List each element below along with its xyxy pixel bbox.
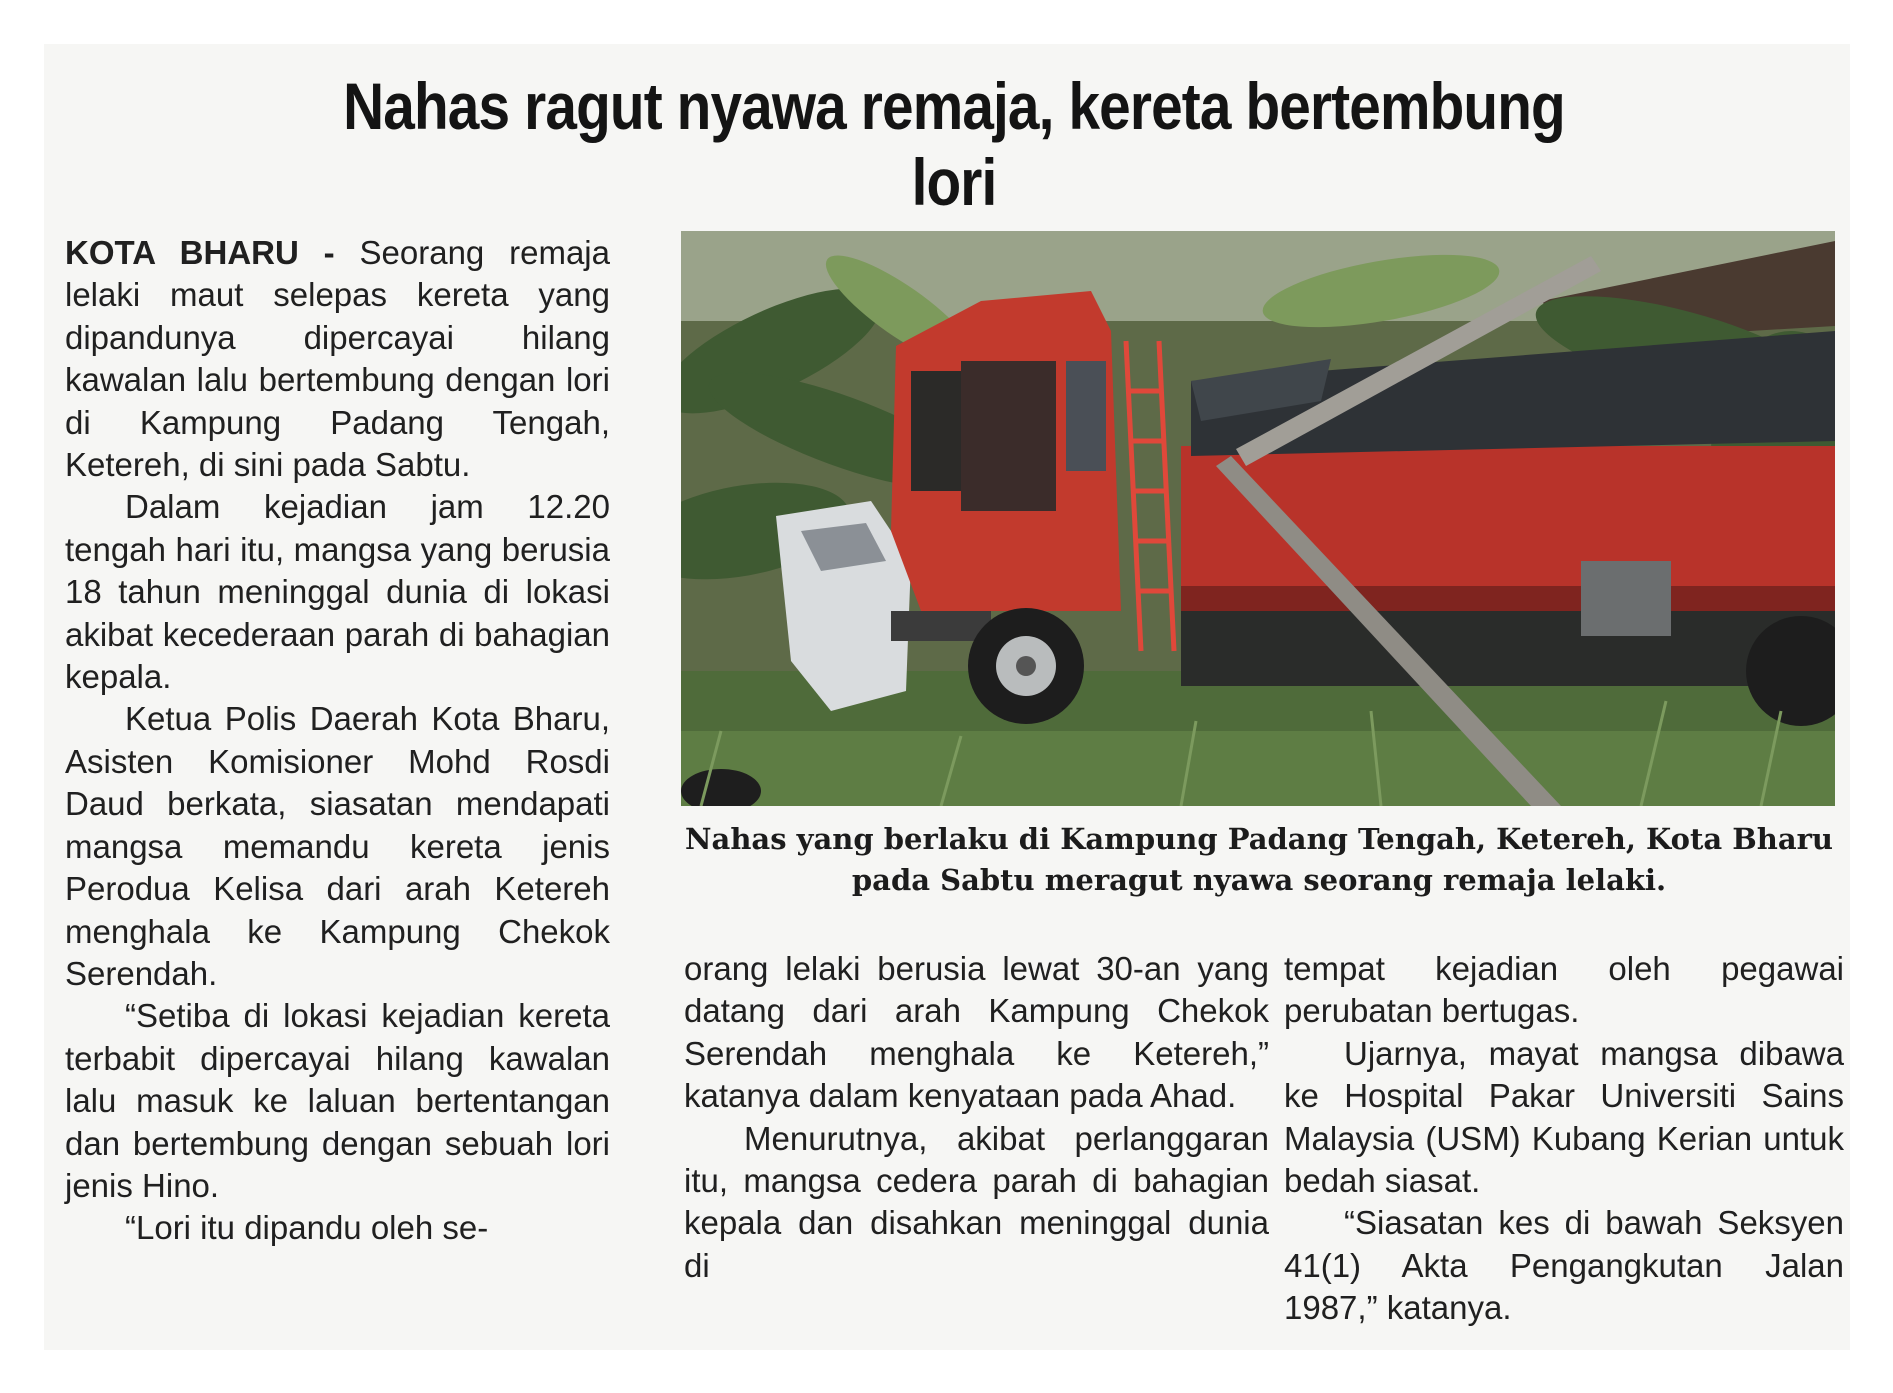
paragraph: Ketua Polis Daerah Kota Bharu, Asisten Komisioner Mohd Rosdi Daud berkata, siasatan mendapati mangsa memandu kereta jenis Perodua Kelisa dari arah Ketereh menghala ke Kampung Chekok Serendah. <box>65 700 610 992</box>
paragraph: Menurutnya, akibat perlanggaran itu, mangsa cedera parah di bahagian kepala dan disahkan meninggal dunia di <box>684 1119 1269 1284</box>
article-column-2 <box>684 948 1269 1287</box>
paragraph: “Siasatan kes di bawah Seksyen 41(1) Akta Pengangkutan Jalan 1987,” katanya. <box>1284 1204 1844 1327</box>
article-column-1 <box>65 232 610 1250</box>
paragraph: “Lori itu dipandu oleh se- <box>125 1209 489 1247</box>
paragraph: KOTA BHARU - Seorang remaja lelaki maut selepas kereta yang dipandunya dipercayai hilang kawalan lalu bertembung dengan lori di Kampung Padang Tengah, Ketereh, di sini pada Sabtu. <box>65 234 610 484</box>
paragraph: Dalam kejadian jam 12.20 tengah hari itu, mangsa yang berusia 18 tahun meninggal dunia di lokasi akibat kecederaan parah di bahagian kepala. <box>65 488 610 696</box>
dateline: KOTA BHARU - <box>65 234 335 271</box>
paragraph: orang lelaki berusia lewat 30-an yang datang dari arah Kampung Chekok Serendah menghala ke Ketereh,” katanya dalam kenyataan pada Ahad. <box>684 950 1269 1115</box>
photo-illustration <box>681 231 1835 806</box>
headline: Nahas ragut nyawa remaja, kereta bertembung lori <box>343 69 1565 219</box>
newspaper-clipping <box>44 44 1850 1350</box>
accident-photo <box>681 231 1835 806</box>
paragraph: “Setiba di lokasi kejadian kereta terbabit dipercayai hilang kawalan lalu masuk ke laluan bertentangan dan bertembung dengan sebuah lori jenis Hino. <box>65 997 610 1204</box>
paragraph: tempat kejadian oleh pegawai perubatan bertugas. <box>1284 950 1844 1030</box>
article-column-3 <box>1284 948 1844 1330</box>
paragraph: Ujarnya, mayat mangsa dibawa ke Hospital Pakar Universiti Sains Malaysia (USM) Kubang Kerian untuk bedah siasat. <box>1284 1034 1844 1200</box>
photo-caption: Nahas yang berlaku di Kampung Padang Tengah, Ketereh, Kota Bharu pada Sabtu meragut nyawa seorang remaja lelaki. <box>685 822 1833 897</box>
